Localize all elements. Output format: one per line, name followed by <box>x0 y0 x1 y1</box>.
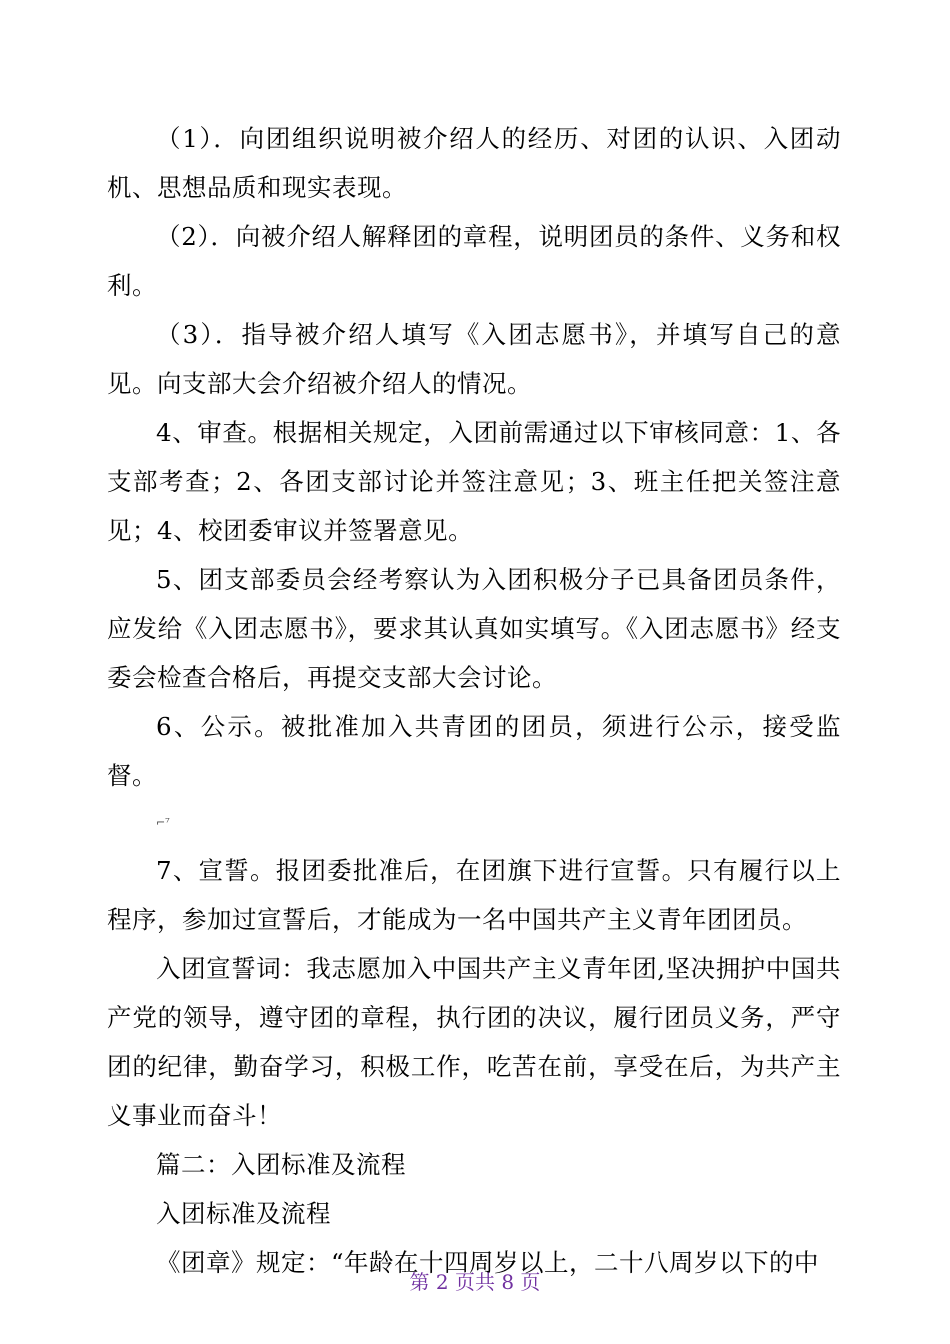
paragraph-6: 6、公示。被批准加入共青团的团员，须进行公示，接受监督。 <box>107 712 841 790</box>
paragraph-charter: 《团章》规定：“年龄在十四周岁以上，二十八周岁以下的中 <box>156 1248 820 1277</box>
paragraph-7: 7、宣誓。报团委批准后，在团旗下进行宣誓。只有履行以上程序，参加过宣誓后，才能成为一名中国共产主义青年团团员。 <box>107 856 841 934</box>
paragraph-5: 5、团支部委员会经考察认为入团积极分子已具备团员条件，应发给《入团志愿书》，要求其认真如实填写。《入团志愿书》经支委会检查合格后，再提交支部大会讨论。 <box>107 565 841 692</box>
paragraph-2: （2）．向被介绍人解释团的章程，说明团员的条件、义务和权利。 <box>107 222 841 300</box>
paragraph-1: （1）．向团组织说明被介绍人的经历、对团的认识、入团动机、思想品质和现实表现。 <box>107 124 841 202</box>
paragraph-oath: 入团宣誓词：我志愿加入中国共产主义青年团,坚决拥护中国共产党的领导，遵守团的章程，执行团的决议，履行团员义务，严守团的纪律，勤奋学习，积极工作，吃苦在前，享受在后，为共产主义事业而奋斗！ <box>107 954 841 1130</box>
section-heading: 篇二：入团标准及流程 <box>156 1150 406 1179</box>
document-body <box>107 114 841 1287</box>
paragraph-4: 4、审查。根据相关规定，入团前需通过以下审核同意：1、各支部考查；2、各团支部讨论并签注意见；3、班主任把关签注意见；4、校团委审议并签署意见。 <box>107 418 841 545</box>
section-subheading: 入团标准及流程 <box>156 1199 331 1228</box>
stray-mark: ⌐⁷ <box>156 816 170 829</box>
paragraph-3: （3）．指导被介绍人填写《入团志愿书》，并填写自己的意见。向支部大会介绍被介绍人的情况。 <box>107 320 841 398</box>
page-footer: 第 2 页共 8 页 <box>409 1270 541 1294</box>
